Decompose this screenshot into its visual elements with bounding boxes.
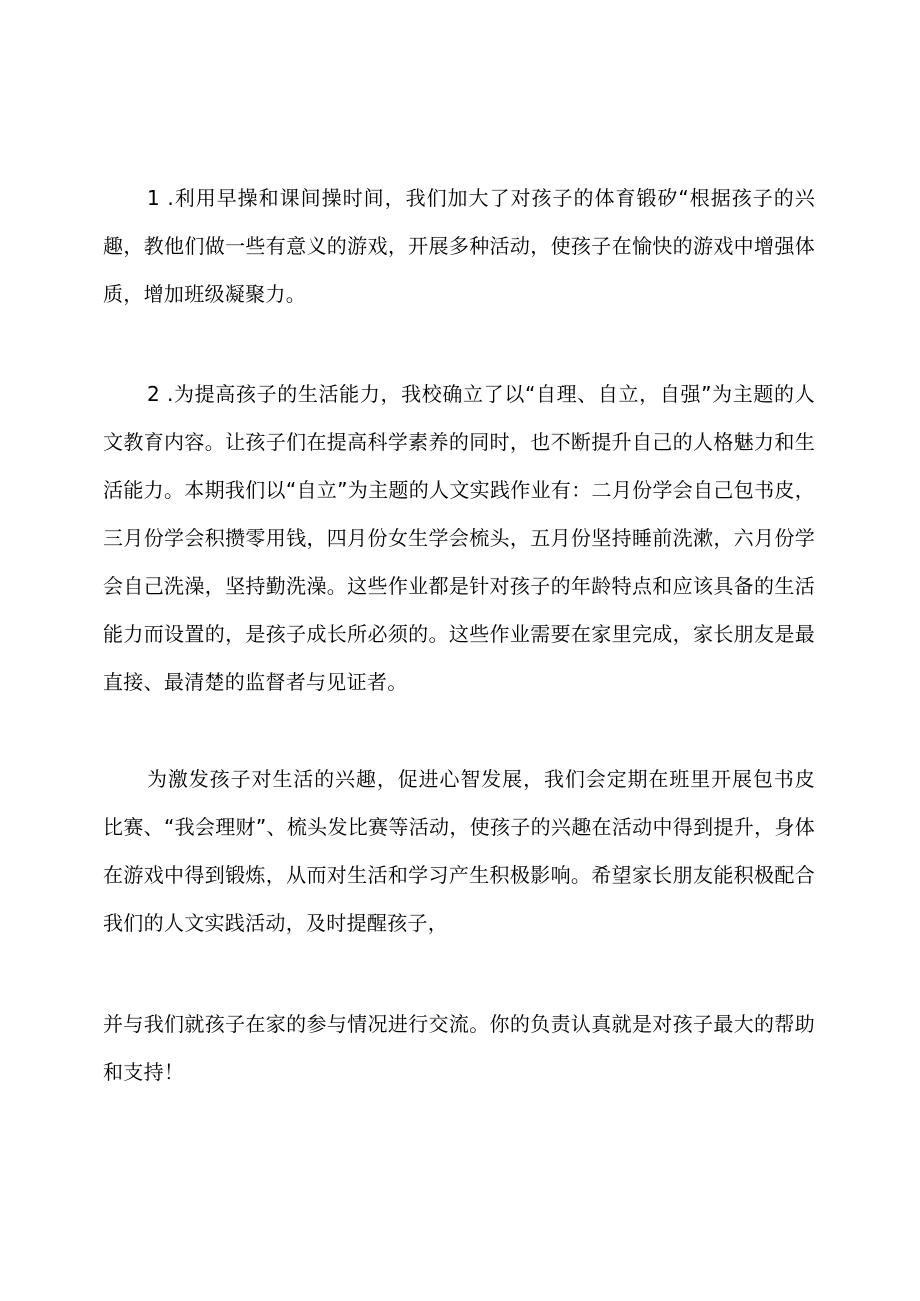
paragraph-sports-activities: 1 .利用早操和课间操时间，我们加大了对孩子的体育锻矽“根据孩子的兴趣，教他们做一些有意义的游戏，开展多种活动，使孩子在愉快的游戏中增强体质，增加班级凝聚力。 (103, 186, 815, 306)
paragraph-life-skills: 2 .为提高孩子的生活能力，我校确立了以“自理、自立，自强”为主题的人文教育内容。让孩子们在提高科学素养的同时，也不断提升自己的人格魅力和生活能力。本期我们以“自立”为主题的人文实践作业有：二月份学会自己包书皮，三月份学会积攒零用钱，四月份女生学会梳头，五月份坚持睡前洗漱，六月份学会自己洗澡，坚持勤洗澡。这些作业都是针对孩子的年龄特点和应该具备的生活能力而设置的，是孩子成长所必须的。这些作业需要在家里完成，家长朋友是最直接、最清楚的监督者与见证者。 (103, 382, 815, 694)
paragraph-interest-activities: 为激发孩子对生活的兴趣，促进心智发展，我们会定期在班里开展包书皮比赛、“我会理财”、梳头发比赛等活动，使孩子的兴趣在活动中得到提升，身体在游戏中得到锻炼，从而对生活和学习产生积极影响。希望家长朋友能积极配合我们的人文实践活动，及时提醒孩子， (103, 767, 815, 935)
paragraph-parent-communication: 并与我们就孩子在家的参与情况进行交流。你的负责认真就是对孩子最大的帮助和支持！ (103, 1012, 815, 1084)
